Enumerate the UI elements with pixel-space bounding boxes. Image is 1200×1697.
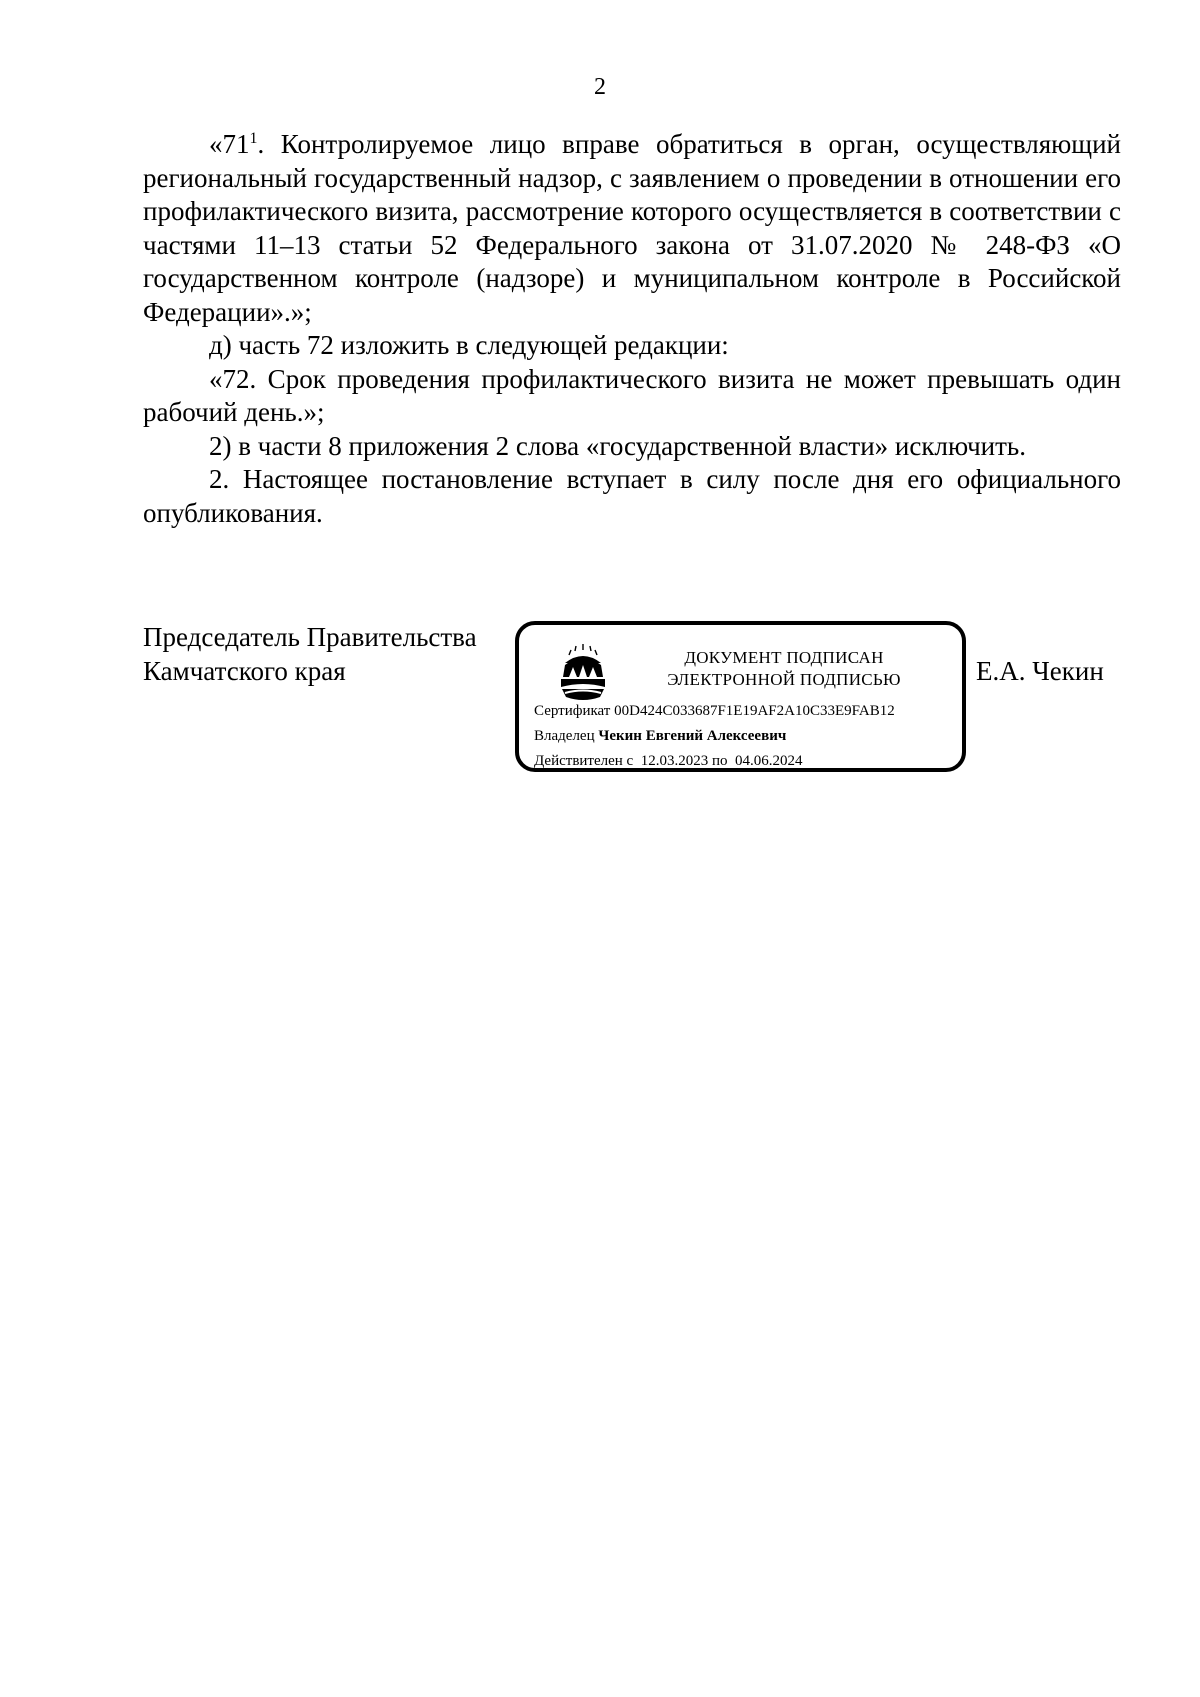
stamp-info (534, 699, 964, 774)
paragraph-71-1-text: . Контролируемое лицо вправе обратиться в орган, осуществляющий региональный государственный надзор, с заявлением о проведении в отношении его профилактического визита, рассмотрение которого осуществляется в соответствии с частями 11–13 статьи 52 Федерального закона от 31.07.2020 № 248-ФЗ «О государственном контроле (надзоре) и муниципальном контроле в Российской Федерации».»; (143, 129, 1121, 327)
stamp-owner-label: Владелец (534, 728, 595, 744)
stamp-owner-row (534, 724, 964, 749)
kamchatka-coat-of-arms-icon (556, 641, 610, 703)
signer-position-line2: Камчатского края (143, 656, 346, 686)
stamp-valid-from: 12.03.2023 (640, 753, 709, 769)
signer-position-line1: Председатель Правительства (143, 622, 477, 652)
paragraph-71-1 (143, 128, 1121, 329)
signer-position (143, 620, 513, 688)
stamp-certificate-label: Сертификат (534, 703, 611, 719)
stamp-valid-label: Действителен с (534, 753, 634, 769)
stamp-heading-line1: ДОКУМЕНТ ПОДПИСАН (684, 648, 884, 667)
signer-name: Е.А. Чекин (976, 656, 1104, 686)
stamp-valid-to-label: по (711, 753, 728, 769)
paragraph-entry-into-force: 2. Настоящее постановление вступает в силу после дня его официального опубликования. (143, 464, 1121, 528)
stamp-certificate-value: 00D424C033687F1E19AF2A10C33E9FAB12 (614, 703, 895, 719)
paragraph-71-1-open: «71 (209, 129, 250, 159)
stamp-certificate-row (534, 699, 964, 724)
paragraph-71-1-superscript: 1 (249, 130, 258, 147)
stamp-heading-line2: ЭЛЕКТРОННОЙ ПОДПИСЬЮ (667, 670, 901, 689)
paragraph-72: «72. Срок проведения профилактического визита не может превышать один рабочий день.»; (143, 363, 1121, 427)
stamp-owner-value: Чекин Евгений Алексеевич (598, 728, 787, 744)
paragraph-item-d: д) часть 72 изложить в следующей редакции: (209, 330, 729, 360)
document-body (143, 128, 1121, 530)
electronic-signature-stamp (515, 621, 966, 772)
stamp-valid-to: 04.06.2024 (735, 753, 803, 769)
paragraph-item-2: 2) в части 8 приложения 2 слова «государственной власти» исключить. (209, 430, 1026, 461)
stamp-validity-row (534, 749, 964, 774)
stamp-heading (619, 647, 949, 691)
page-number: 2 (594, 74, 606, 100)
